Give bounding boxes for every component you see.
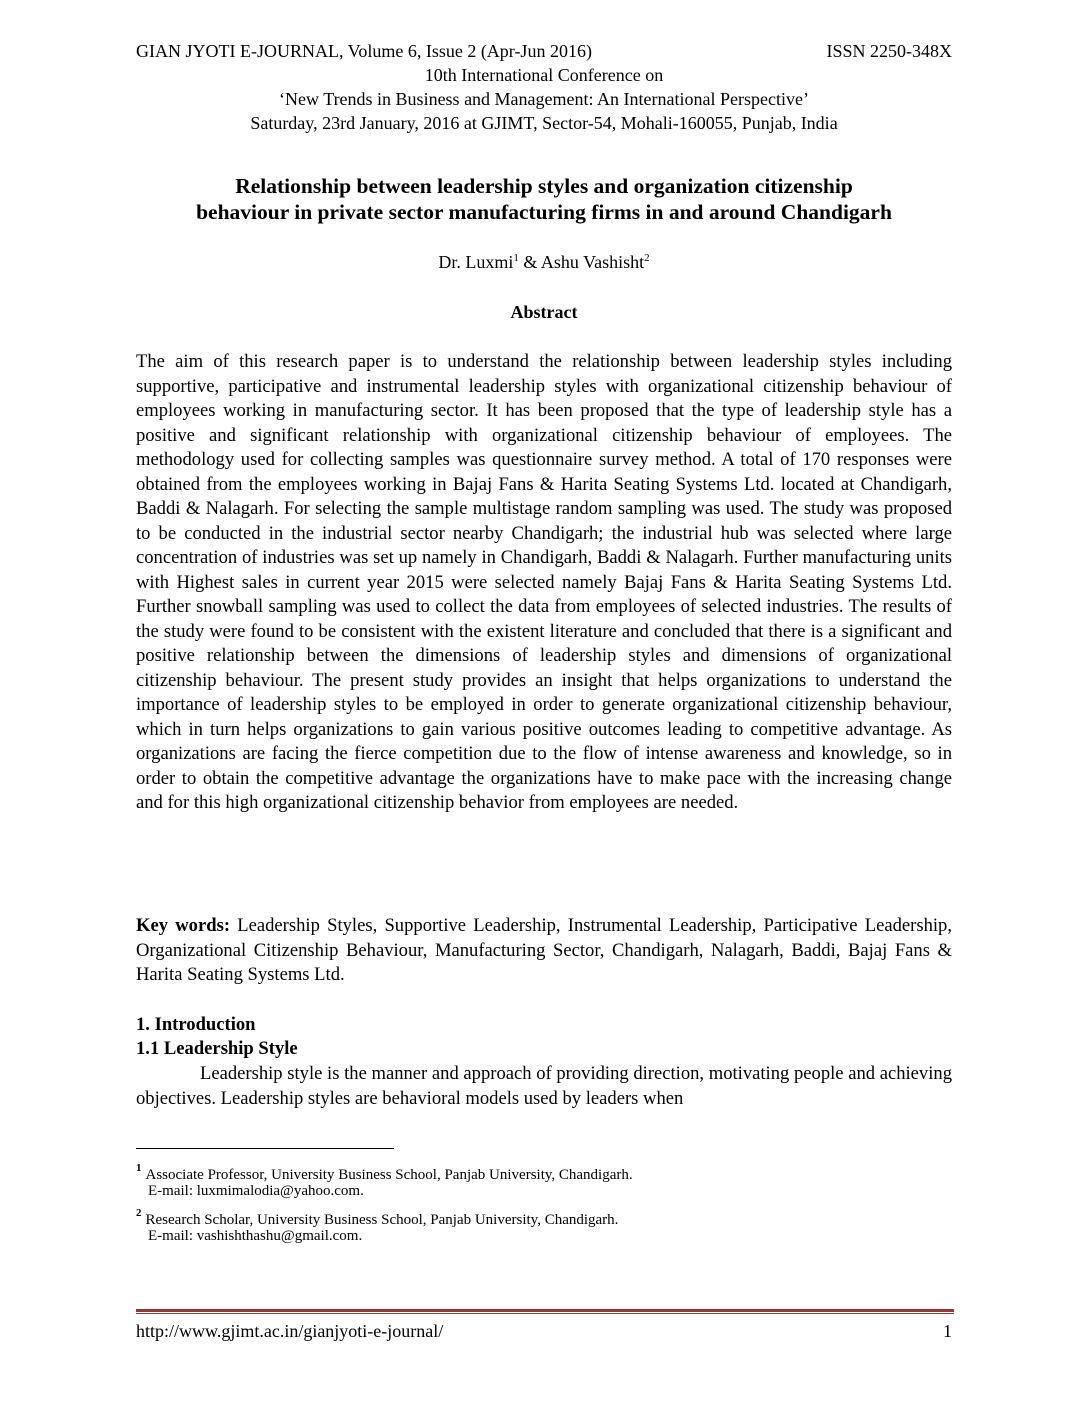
footnote-1-mark: 1 (136, 1162, 142, 1174)
footnote-2-email: E-mail: vashishthashu@gmail.com. (148, 1228, 363, 1244)
section-heading-leadership-style: 1.1 Leadership Style (136, 1038, 298, 1059)
footnote-1-email: E-mail: luxmimalodia@yahoo.com. (148, 1183, 364, 1199)
author-1: Dr. Luxmi (438, 252, 514, 272)
footer-url-link[interactable]: http://www.gjimt.ac.in/gianjyoti-e-journal/ (136, 1321, 444, 1341)
author-2: Ashu Vashisht (540, 252, 645, 272)
issn: ISSN 2250-348X (826, 41, 952, 61)
footnote-1-text: Associate Professor, University Business School, Panjab University, Chandigarh. (145, 1167, 633, 1183)
abstract-heading: Abstract (510, 302, 578, 322)
journal-name: GIAN JYOTI E-JOURNAL, Volume 6, Issue 2 (Apr-Jun 2016) (136, 41, 592, 61)
keywords (136, 914, 952, 988)
author-1-mark: 1 (513, 252, 519, 264)
intro-paragraph: Leadership style is the manner and approach of providing direction, motivating people and achieving objectives. Leadership styles are behavioral models used by leaders when (136, 1063, 952, 1109)
authors (136, 252, 952, 273)
page-number: 1 (943, 1321, 952, 1341)
footnote-2-mark: 2 (136, 1207, 142, 1219)
journal-header (136, 40, 952, 62)
author-separator: & (518, 252, 541, 272)
footer-rule (136, 1309, 954, 1314)
title-line-2: behaviour in private sector manufacturing firms in and around Chandigarh (196, 200, 892, 224)
footnote-2-text: Research Scholar, University Business School, Panjab University, Chandigarh. (145, 1212, 619, 1228)
author-2-mark: 2 (644, 252, 650, 264)
paper-title (136, 173, 952, 225)
abstract-text: The aim of this research paper is to understand the relationship between leadership styles including supportive, participative and instrumental leadership styles with organizational citizenship behaviour of employees working in manufacturing sector. It has been proposed that the type of leadership style has a positive and significant relationship with organizational citizenship behaviour of employees. The methodology used for collecting samples was questionnaire survey method. A total of 170 responses were obtained from the employees working in Bajaj Fans & Harita Seating Systems Ltd. located at Chandigarh, Baddi & Nalagarh. For selecting the sample multistage random sampling was used. The study was proposed to be conducted in the industrial sector nearby Chandigarh; the industrial hub was selected where large concentration of industries was set up namely in Chandigarh, Baddi & Nalagarh. Further manufacturing units with Highest sales in current year 2015 were selected namely Bajaj Fans & Harita Seating Systems Ltd. Further snowball sampling was used to collect the data from employees of selected industries. The results of the study were found to be consistent with the existent literature and concluded that there is a significant and positive relationship between the dimensions of leadership styles and dimensions of organizational citizenship behaviour. The present study provides an insight that helps organizations to understand the importance of leadership styles to be employed in order to generate organizational citizenship behaviour, which in turn helps organizations to gain various positive outcomes leading to competitive advantage. As organizations are facing the fierce competition due to the flow of intense awareness and knowledge, so in order to obtain the competitive advantage the organizations have to make pace with the increasing change and for this high organizational citizenship behavior from employees are needed. (136, 351, 952, 813)
conference-name: 10th International Conference on (424, 65, 664, 85)
conference-theme: ‘New Trends in Business and Management: An International Perspective’ (279, 89, 809, 109)
section-heading-introduction: 1. Introduction (136, 1014, 256, 1035)
keywords-text: Leadership Styles, Supportive Leadership, Instrumental Leadership, Participative Leadership, Organizational Citizenship Behaviour, Manufacturing Sector, Chandigarh, Nalagarh, Baddi, Bajaj Fans & Harita Seating Systems Ltd. (136, 915, 952, 985)
keywords-label: Key words: (136, 915, 231, 936)
footnote-divider (136, 1148, 394, 1149)
title-line-1: Relationship between leadership styles and organization citizenship (235, 174, 853, 198)
conference-date-place: Saturday, 23rd January, 2016 at GJIMT, Sector-54, Mohali-160055, Punjab, India (250, 113, 838, 133)
